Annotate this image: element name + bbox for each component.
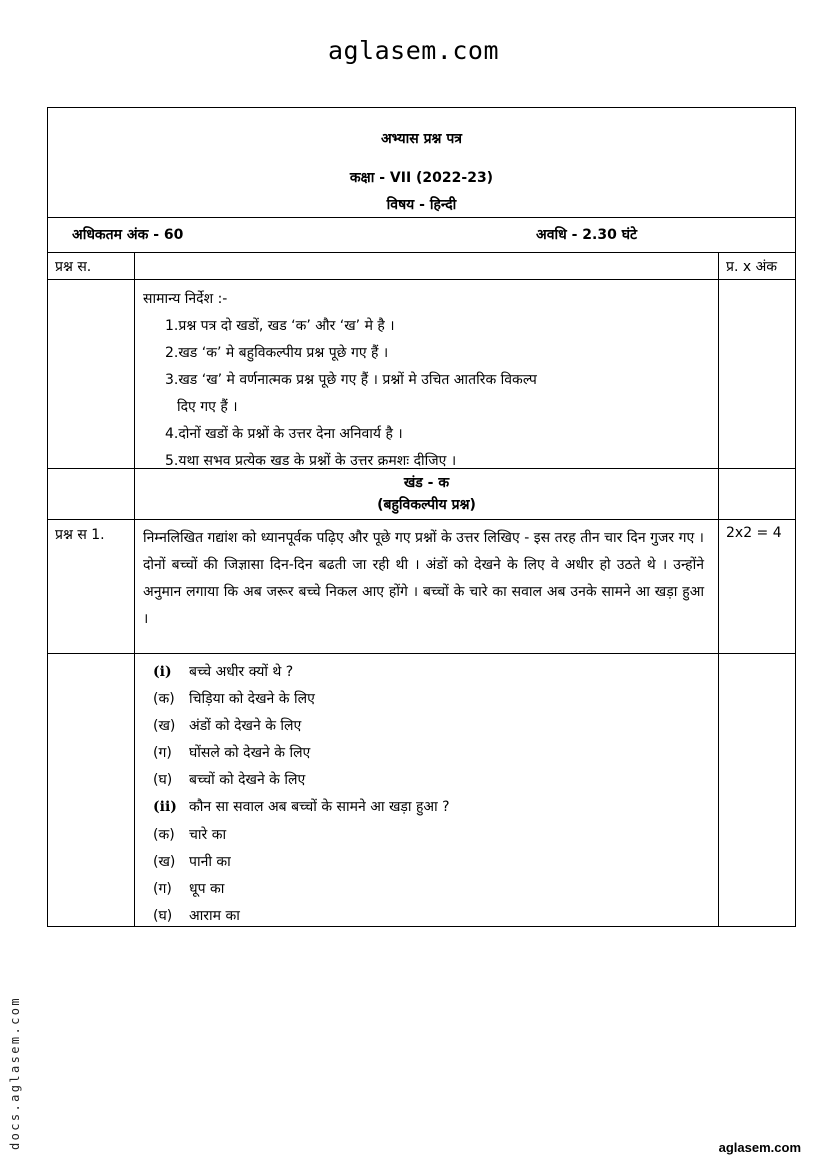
site-title: aglasem.com: [327, 36, 500, 65]
col-marks-header: प्र. x अंक: [726, 259, 778, 275]
passage-text: निम्नलिखित गद्यांश को ध्यानपूर्वक पढ़िए और पूछे गए प्रश्नों के उत्तर लिखिए - इस तरह तीन चार दिन गुजर गए । दोनों बच्चों की जिज्ञासा दिन-दिन बढती जा रही थी । अंडों को देखने के लिए वे अधीर हो उठते थे । उन्होंने अनुमान लगाया कि अब जरूर बच्चे निकल आए होंगे । बच्चों के चारे का सवाल अब उनके सामने आ खड़ा हुआ ।: [135, 520, 719, 653]
option: [153, 686, 718, 713]
section-header-row: [48, 469, 795, 520]
option-text: घोंसले को देखने के लिए: [189, 745, 311, 762]
option-text: धूप का: [189, 880, 225, 897]
option-text: चारे का: [189, 826, 227, 843]
sub-question-number: (ii): [153, 799, 177, 816]
option-text: चिड़िया को देखने के लिए: [189, 691, 315, 708]
option-key: (क): [153, 691, 175, 708]
sub-questions-cell: [135, 654, 719, 926]
sub-question: [153, 794, 718, 821]
section-qno-cell: [48, 469, 135, 519]
option-text: अंडों को देखने के लिए: [189, 718, 302, 735]
option: [153, 876, 718, 903]
option: [153, 822, 718, 849]
sub-question-text: कौन सा सवाल अब बच्चों के सामने आ खड़ा हुआ ?: [189, 799, 450, 816]
sub-question-number: (i): [153, 664, 172, 680]
instructions-qno-cell: [48, 280, 135, 468]
subject-line: विषय - हिन्दी: [386, 197, 457, 213]
option-key: (ग): [153, 880, 172, 897]
instructions-row: [48, 280, 795, 469]
option-text: पानी का: [189, 853, 231, 870]
option: [153, 713, 718, 740]
sub-questions-row: [48, 654, 795, 926]
option-key: (घ): [153, 907, 173, 924]
option-key: (ख): [153, 718, 176, 735]
col-question-header: [135, 253, 719, 279]
paper-title: अभ्यास प्रश्न पत्र: [380, 131, 463, 147]
section-title: खंड - क: [403, 475, 450, 491]
instruction-item: 1.प्रश्न पत्र दो खडों, खड ‘क’ और ‘ख’ मे है ।: [165, 318, 395, 334]
instruction-item: 4.दोनों खडों के प्रश्नों के उत्तर देना अनिवार्य है ।: [165, 426, 403, 442]
option: [153, 767, 718, 794]
option-key: (ग): [153, 745, 172, 762]
footer-url: aglasem.com: [718, 1140, 801, 1155]
marks-duration-row: [48, 218, 795, 253]
instruction-item-continuation: दिए गए हैं ।: [177, 399, 238, 415]
instruction-item: 3.खड ‘ख’ मे वर्णनात्मक प्रश्न पूछे गए हैं । प्रश्नों मे उचित आतरिक विकल्प: [165, 372, 537, 388]
instruction-item: 2.खड ‘क’ मे बहुविकल्पीय प्रश्न पूछे गए हैं ।: [165, 345, 389, 361]
question-paper: [47, 107, 796, 927]
option-key: (ख): [153, 853, 176, 870]
column-header-row: [48, 253, 795, 280]
sub-questions-marks-cell: [719, 654, 795, 926]
paper-header: [48, 108, 795, 218]
section-marks-cell: [719, 469, 795, 519]
sub-questions-qno-cell: [48, 654, 135, 926]
question-marks: 2x2 = 4: [726, 525, 782, 541]
option: [153, 740, 718, 767]
instructions-cell: [135, 280, 719, 468]
duration: अवधि - 2.30 घंटे: [536, 227, 638, 243]
section-title-cell: [135, 469, 719, 519]
instructions-heading: सामान्य निर्देश :-: [143, 291, 228, 307]
option-text: बच्चों को देखने के लिए: [189, 772, 306, 789]
sub-question: [153, 659, 718, 686]
option-text: आराम का: [189, 907, 240, 924]
option-key: (घ): [153, 772, 173, 789]
question-1-row: [48, 520, 795, 654]
class-line: कक्षा - VII (2022-23): [349, 170, 494, 186]
instruction-item: 5.यथा सभव प्रत्येक खड के प्रश्नों के उत्तर क्रमशः दीजिए ।: [165, 453, 457, 469]
col-qno-header: प्रश्न स.: [48, 253, 135, 279]
side-watermark-url: docs.aglasem.com: [8, 996, 22, 1150]
option-key: (क): [153, 826, 175, 843]
max-marks: अधिकतम अंक - 60: [72, 227, 184, 243]
option: [153, 903, 718, 930]
option: [153, 849, 718, 876]
section-subtitle: (बहुविकल्पीय प्रश्न): [377, 497, 476, 513]
sub-question-text: बच्चे अधीर क्यों थे ?: [189, 664, 294, 680]
question-number: प्रश्न स 1.: [48, 520, 135, 653]
instructions-marks-cell: [719, 280, 795, 468]
